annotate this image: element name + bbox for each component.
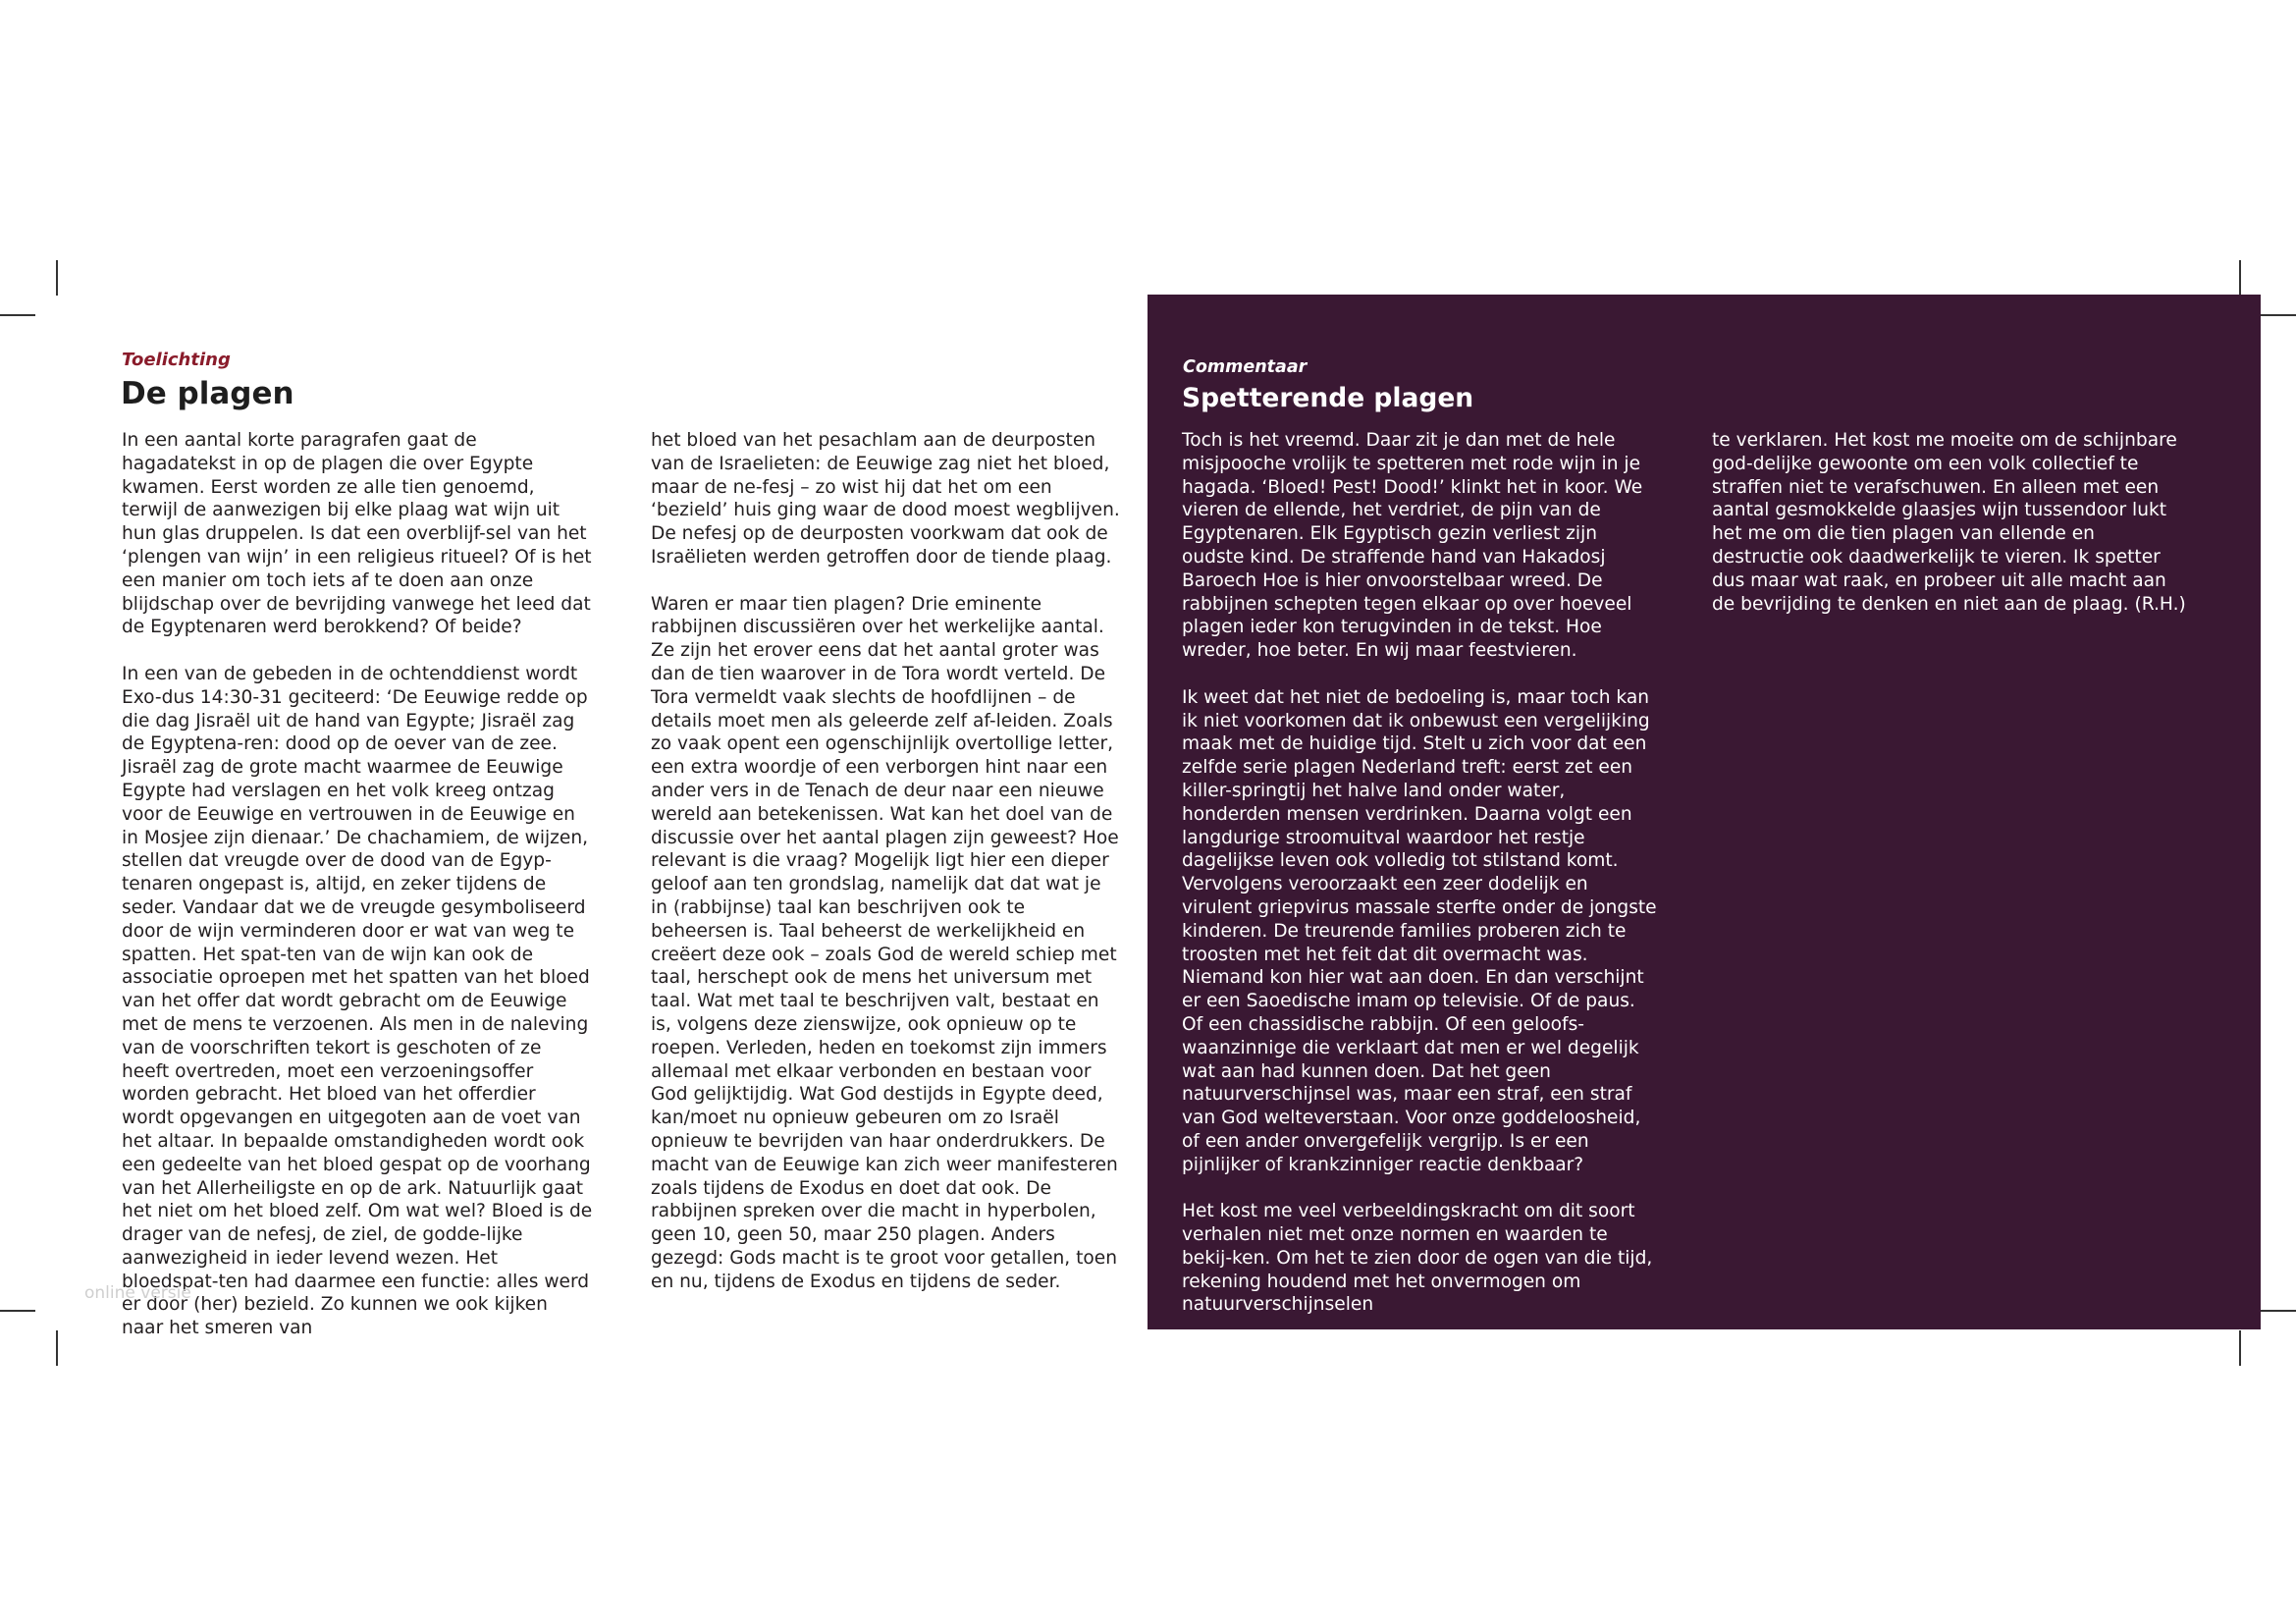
paragraph: In een van de gebeden in de ochtenddienst wordt Exo-dus 14:30-31 geciteerd: ‘De Eeuwige redde op die dag Jisraël uit de hand van Egypte; Jisraël zag de Egyptena-ren: dood op de oever van de zee. Jisraël zag de grote macht waarmee de Eeuwige Egypte had verslagen en het volk kreeg ontzag voor de Eeuwige en vertrouwen in de Eeuwige en in Mosjee zijn dienaar.’ De chachamiem, de wijzen, stellen dat vreugde over de dood van de Egyp-tenaren ongepast is, altijd, en zeker tijdens de seder. Vandaar dat we de vreugde gesymboliseerd door de wijn verminderen door er wat van weg te spatten. Het spat-ten van de wijn kan ook de associatie oproepen met het spatten van het bloed van het offer dat wordt gebracht om de Eeuwige met de mens te verzoenen. Als men in de naleving van de voorschriften tekort is geschoten of ze heeft overtreden, moet een verzoeningsoffer worden gebracht. Het bloed van het offerdier wordt opgevangen en uitgegoten aan de voet van het altaar. In bepaalde omstandigheden wordt ook een gedeelte van het bloed gespat op de voorhang van het Allerheiligste en op de ark. Natuurlijk gaat het niet om het bloed zelf. Om wat wel? Bloed is de drager van de nefesj, de ziel, de godde-lijke aanwezigheid in ieder levend wezen. Het bloedspat-ten had daarmee een functie: alles werd er door (her) bezield. Zo kunnen we ook kijken naar het smeren van [122,663,593,1339]
commentary-column-1 [1182,429,1657,1317]
paragraph: Waren er maar tien plagen? Drie eminente rabbijnen discussiëren over het werkelijke aantal. Ze zijn het erover eens dat het aantal groter was dan de tien waarover in de Tora wordt verteld. De Tora vermeldt vaak slechts de hoofdlijnen – de details moet men als geleerde zelf af-leiden. Zoals zo vaak opent een ogenschijnlijk overtollige letter, een extra woordje of een verborgen hint naar een ander vers in de Tenach de deur naar een nieuwe wereld aan betekenissen. Wat kan het doel van de discussie over het aantal plagen zijn geweest? Hoe relevant is die vraag? Mogelijk ligt hier een dieper geloof aan ten grondslag, namelijk dat dat wat je in (rabbijnse) taal kan beschrijven ook te beheersen is. Taal beheerst de werkelijkheid en creëert deze ook – zoals God de wereld schiep met taal, herschept ook de mens het universum met taal. Wat met taal te beschrijven valt, bestaat en is, volgens deze zienswijze, ook opnieuw op te roepen. Verleden, heden en toekomst zijn immers allemaal met elkaar verbonden en bestaan voor God gelijktijdig. Wat God destijds in Egypte deed, kan/moet nu opnieuw gebeuren om zo Israël opnieuw te bevrijden van haar onderdrukkers. De macht van de Eeuwige kan zich weer manifesteren zoals tijdens de Exodus en doet dat ook. De rabbijnen spreken over die macht in hyperbolen, geen 10, geen 50, maar 250 plagen. Anders gezegd: Gods macht is te groot voor getallen, toen en nu, tijdens de Exodus en tijdens de seder. [651,593,1119,1292]
paragraph: te verklaren. Het kost me moeite om de schijnbare god-delijke gewoonte om een volk collectief te straffen niet te verafschuwen. En alleen met een aantal gesmokkelde glaasjes wijn tussendoor lukt het me om die tien plagen van ellende en destructie ook daadwerkelijk te vieren. Ik spetter dus maar wat raak, en probeer uit alle macht aan de bevrijding te denken en niet aan de plaag. (R.H.) [1712,430,2186,615]
commentary-column-2 [1712,429,2187,616]
paragraph: Toch is het vreemd. Daar zit je dan met de hele misjpooche vrolijk te spetteren met rode wijn in je hagada. ‘Bloed! Pest! Dood!’ klinkt het in koor. We vieren de ellende, het verdriet, de pijn van de Egyptenaren. Elk Egyptisch gezin verliest zijn oudste kind. De straffende hand van Hakadosj Baroech Hoe is hier onvoorstelbaar wreed. De rabbijnen schepten tegen elkaar op over hoeveel plagen ieder kon terugvinden in de tekst. Hoe wreder, hoe beter. En wij maar feestvieren. [1182,430,1643,662]
paragraph: Het kost me veel verbeeldingskracht om dit soort verhalen niet met onze normen en waarden te bekij-ken. Om het te zien door de ogen van die tijd, rekening houdend met het onvermogen om natuurverschijnselen [1182,1201,1653,1316]
paragraph: In een aantal korte paragrafen gaat de hagadatekst in op de plagen die over Egypte kwamen. Eerst worden ze alle tien genoemd, terwijl de aanwezigen bij elke plaag wat wijn uit hun glas druppelen. Is dat een overblijf-sel van het ‘plengen van wijn’ in een religieus ritueel? Of is het een manier om toch iets af te doen aan onze blijdschap over de bevrijding vanwege het leed dat de Egyptenaren werd berokkend? Of beide? [122,430,592,638]
text-column-2 [651,429,1120,1293]
crop-mark [0,1310,35,1312]
commentary-kicker: Commentaar [1183,357,1308,377]
crop-mark [56,260,58,296]
commentary-title: Spetterende plagen [1182,383,1474,413]
text-column-1 [122,429,593,1340]
crop-mark [0,314,35,316]
crop-mark [56,1330,58,1366]
crop-mark [2261,1310,2296,1312]
crop-mark [2261,314,2296,316]
paragraph: Ik weet dat het niet de bedoeling is, maar toch kan ik niet voorkomen dat ik onbewust een vergelijking maak met de huidige tijd. Stelt u zich voor dat een zelfde serie plagen Nederland treft: eerst zet een killer-springtij het halve land onder water, honderden mensen verdrinken. Daarna volgt een langdurige stroomuitval waardoor het restje dagelijkse leven ook volledig tot stilstand komt. Vervolgens veroorzaakt een zeer dodelijk en virulent griepvirus massale sterfte onder de jongste kinderen. De treurende families proberen zich te troosten met het feit dat dit overmacht was. Niemand kon hier wat aan doen. En dan verschijnt er een Saoedische imam op televisie. Of de paus. Of een chassidische rabbijn. Of een geloofs-waanzinnige die verklaart dat men er wel degelijk wat aan had kunnen doen. Dat het geen natuurverschijnsel was, maar een straf, een straf van God welteverstaan. Voor onze goddeloosheid, of een ander onvergefelijk vergrijp. Is er een pijnlijker of krankzinniger reactie denkbaar? [1182,686,1657,1175]
crop-mark [2239,1330,2241,1366]
paragraph: het bloed van het pesachlam aan de deurposten van de Israelieten: de Eeuwige zag niet het bloed, maar de ne-fesj – zo wist hij dat het om een ‘bezield’ huis ging waar de dood moest wegblijven. De nefesj op de deurposten voorkwam dat ook de Israëlieten werden getroffen door de tiende plaag. [651,430,1120,568]
footer-note: online versie [84,1283,191,1303]
crop-mark [2239,260,2241,296]
section-kicker: Toelichting [122,350,231,370]
page-title: De plagen [121,376,294,411]
